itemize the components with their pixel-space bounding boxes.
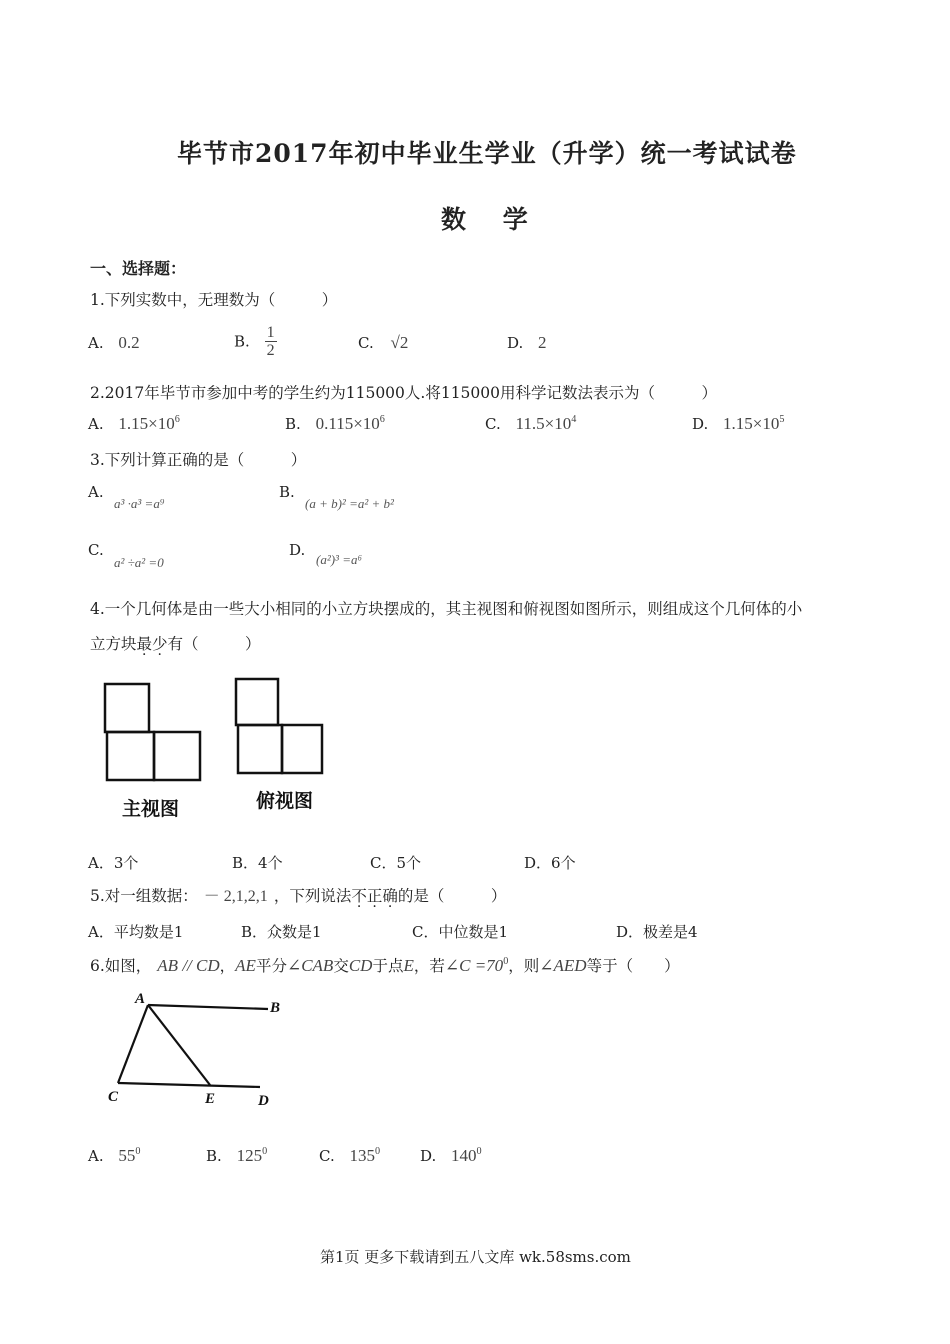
q2-option-d (692, 414, 784, 434)
top-view-bottom-right-cube (282, 725, 322, 773)
q4-option-c: C．5个 (370, 854, 422, 872)
question-4-stem-line1: 4.一个几何体是由一些大小相同的小立方块摆成的，其主视图和俯视图如图所示，则组成这个几何体的小 (90, 600, 803, 618)
q3-option-a-label: A. (88, 483, 104, 501)
q5-option-d: D．极差是4 (616, 923, 698, 941)
degree-mark: 0 (503, 955, 509, 967)
q3-option-d-expr: (a²)³ =a⁶ (316, 552, 362, 567)
q6-option-b (206, 1146, 267, 1166)
top-view-top-cube (236, 679, 278, 725)
option-label: C. (485, 415, 501, 433)
option-label: D. (420, 1147, 437, 1165)
q3-option-d-label: D. (289, 541, 306, 559)
question-4-stem-line2 (90, 632, 261, 654)
angle-value: ∠C =70 (444, 956, 504, 975)
exponent: 5 (779, 413, 785, 425)
point-label-e: E (205, 1091, 216, 1107)
q2-option-b (285, 414, 385, 434)
question-2-stem: 2.2017年毕节市参加中考的学生约为115000人.将115000用科学记数法表示为（ ） (90, 384, 718, 402)
front-view-label: 主视图 (122, 798, 180, 820)
line-ae (148, 1005, 210, 1085)
q4-option-b: B．4个 (232, 854, 283, 872)
line-ab (148, 1005, 268, 1009)
option-value (451, 1146, 482, 1165)
q3-option-a-expr: a³ ·a³ =a⁹ (114, 496, 165, 511)
data-values: － 2,1,2,1 (203, 888, 268, 905)
mantissa: 1.15×10 (723, 414, 780, 433)
option-label: B. (234, 332, 250, 351)
exam-title: 毕节市2017年初中毕业生学业（升学）统一考试试卷 (177, 139, 797, 168)
exponent: 4 (571, 413, 577, 425)
degree-mark: 0 (262, 1145, 268, 1157)
option-label: A. (88, 415, 104, 433)
top-view-diagram (236, 679, 322, 773)
math-expr: E (403, 956, 414, 975)
option-label: B. (206, 1147, 222, 1165)
math-expr: ∠CAB (286, 956, 334, 975)
stem-text: ，若 (413, 957, 445, 975)
option-value (118, 414, 179, 433)
option-value: √2 (390, 333, 409, 352)
q3-option-b-label: B. (279, 483, 295, 501)
option-value: 2 (538, 333, 547, 352)
option-label: B. (285, 415, 301, 433)
option-label: A. (88, 334, 104, 352)
point-label-d: D (258, 1093, 269, 1109)
stem-text: ， (219, 957, 236, 975)
math-expr: AB // CD (157, 956, 220, 975)
q2-option-c (485, 414, 576, 434)
stem-text: 有（ ） (167, 635, 261, 653)
option-value (118, 1146, 140, 1165)
option-value (316, 414, 385, 433)
emphasis-char: 正 (366, 887, 383, 905)
stem-text: 立方块 (90, 635, 137, 653)
angle-value: 55 (118, 1146, 136, 1165)
question-3-stem: 3.下列计算正确的是（ ） (90, 451, 307, 469)
q1-option-d (507, 333, 547, 353)
stem-text: 5.对一组数据： (90, 887, 198, 905)
option-label: A. (88, 1147, 104, 1165)
question-1-stem: 1.下列实数中，无理数为（ ） (90, 291, 338, 309)
front-view-bottom-left-cube (107, 732, 154, 780)
q5-option-a: A．平均数是1 (88, 923, 184, 941)
stem-text: 平分 (255, 957, 287, 975)
exponent: 6 (174, 413, 180, 425)
stem-text: 于点 (372, 957, 404, 975)
mantissa: 1.15×10 (118, 414, 175, 433)
q3-option-b-expr: (a + b)² =a² + b² (305, 496, 394, 511)
front-view-top-cube (105, 684, 149, 732)
question-6-stem (90, 954, 680, 976)
q1-option-a (88, 333, 140, 353)
degree-mark: 0 (476, 1145, 482, 1157)
q4-option-a: A．3个 (88, 854, 139, 872)
top-view-bottom-left-cube (238, 725, 282, 773)
stem-text: ，则 (508, 957, 540, 975)
emphasis-char: 不 (351, 887, 367, 905)
top-view-label: 俯视图 (256, 790, 314, 812)
math-expr: CD (348, 956, 373, 975)
point-label-b: B (270, 1000, 281, 1016)
point-label-a: A (135, 991, 146, 1007)
front-view-bottom-right-cube (154, 732, 200, 780)
denominator: 2 (266, 342, 275, 359)
emphasis-char: 少 (152, 635, 168, 653)
option-value (516, 414, 577, 433)
question-5-stem (90, 883, 506, 906)
math-expr (445, 956, 508, 975)
numerator: 1 (266, 324, 275, 341)
stem-text: 的是（ ） (397, 887, 507, 905)
q4-option-d: D．6个 (524, 854, 576, 872)
emphasis-char: 最 (136, 635, 153, 653)
exponent: 6 (379, 413, 385, 425)
line-ac (118, 1005, 148, 1083)
point-label-c: C (108, 1089, 119, 1105)
angle-value: 125 (236, 1146, 263, 1165)
stem-text: 交 (333, 957, 349, 975)
q2-option-a (88, 414, 180, 434)
option-label: D. (692, 415, 709, 433)
degree-mark: 0 (375, 1145, 381, 1157)
q6-option-c (319, 1146, 380, 1166)
q1-option-b (234, 324, 277, 359)
q6-geometry-figure (100, 985, 300, 1115)
q6-option-d (420, 1146, 482, 1166)
exam-subject: 数 学 (441, 205, 542, 234)
mantissa: 11.5×10 (515, 414, 572, 433)
stem-text: 等于（ ） (586, 957, 680, 975)
option-label: C. (319, 1147, 335, 1165)
q5-option-b: B．众数是1 (241, 923, 322, 941)
q4-view-figures (95, 670, 335, 790)
angle-value: 140 (451, 1146, 477, 1165)
front-view-diagram (105, 684, 200, 780)
q3-option-c-expr: a² ÷a² =0 (114, 555, 164, 570)
emphasis-char: 确 (382, 887, 398, 905)
section-heading: 一、选择题： (90, 259, 187, 278)
option-value (237, 1146, 268, 1165)
degree-mark: 0 (135, 1145, 141, 1157)
angle-value: 135 (349, 1146, 375, 1165)
q6-option-a (88, 1146, 140, 1166)
line-cd (118, 1083, 260, 1087)
option-value (350, 1146, 381, 1165)
option-value (723, 414, 784, 433)
mantissa: 0.115×10 (315, 414, 380, 433)
q1-option-c (358, 333, 408, 353)
math-expr: ∠AED (539, 956, 587, 975)
stem-text: ，下列说法 (273, 887, 352, 905)
q5-option-c: C．中位数是1 (412, 923, 509, 941)
q3-option-c-label: C. (88, 541, 104, 559)
page-footer: 第1页 更多下载请到五八文库 wk.58sms.com (320, 1248, 631, 1266)
figure-lines (118, 1005, 268, 1087)
stem-text: 6.如图， (90, 957, 152, 975)
math-expr: AE (235, 956, 256, 975)
option-label: D. (507, 334, 524, 352)
option-label: C. (358, 334, 374, 352)
option-value: 0.2 (118, 333, 140, 352)
fraction (265, 324, 277, 359)
